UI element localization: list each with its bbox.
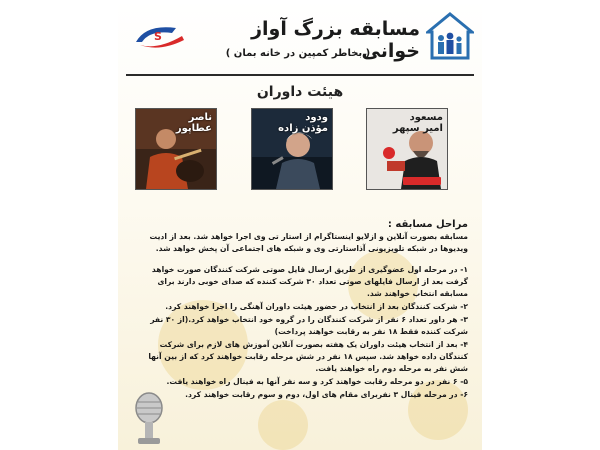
judge-name	[256, 112, 328, 134]
tv-channel-logo-icon	[132, 20, 188, 50]
judge-card-ataipour	[135, 108, 217, 190]
stages-list	[132, 264, 468, 401]
poster-header	[118, 0, 482, 78]
list-item: ۱- در مرحله اول عضوگیری از طریق ارسال فایل صوتی شرکت کنندگان صورت خواهد گرفت بعد از ارسال فایلهای صوتی تعداد ۳۰ شرکت کننده که صدای خوبی دارند برای مسابقه انتخاب خواهند شد.	[151, 265, 468, 298]
list-item: ۳- هر داور تعداد ۶ نفر از شرکت کنندگان را در گروه خود انتخاب خواهد کرد.(از ۳۰ نفر شرکت کننده فقط ۱۸ نفر به رقابت خواهند پرداخت)	[150, 315, 468, 336]
judge-name	[140, 112, 212, 134]
poster-title: مسابقه بزرگ آواز خوانی	[251, 18, 420, 62]
microphone-icon	[126, 392, 172, 450]
judge-last-name: امیر سپهر	[392, 123, 443, 134]
bokeh-light	[258, 400, 308, 450]
left-margin	[0, 0, 118, 450]
judge-name	[371, 112, 443, 134]
judge-last-name: عطاپور	[175, 123, 212, 134]
list-item: ۴- بعد از انتخاب هیئت داوران یک هفته بصورت آنلاین آموزش های لازم برای شرکت کنندگان داده خواهد شد. سپس ۱۸ نفر در شش مرحله رقابت خواهند کرد که از بین آنها شش نفر به مرحله دوم راه خواهند یافت.	[148, 340, 468, 373]
jury-heading: هیئت داوران	[256, 84, 344, 100]
channel-tag	[403, 177, 441, 185]
judge-card-moazzenzadeh	[251, 108, 333, 190]
judge-first-name: ناصر	[188, 112, 212, 123]
header-divider	[126, 74, 474, 76]
list-item: ۶- در مرحله فینال ۳ نفربرای مقام های اول، دوم و سوم رقابت خواهند کرد.	[185, 390, 468, 399]
judge-first-name: مسعود	[409, 112, 443, 123]
stages-heading: مراحل مسابقه :	[387, 219, 468, 230]
list-item: ۵- ۶ نفر در دو مرحله رقابت خواهند کرد و سه نفر آنها به فینال راه خواهند یافت.	[166, 377, 468, 386]
judge-first-name: ودود	[305, 112, 328, 123]
stay-home-family-icon	[426, 12, 474, 62]
stages-intro: مسابقه بصورت آنلاین و ازلایو اینستاگرام از استار تی وی اجرا خواهد شد. بعد از ادیت ویدیوها در شبکه تلویزیونی آذاستارتی وی و شبکه های اجتماعی آن پخش خواهد شد.	[149, 232, 468, 253]
list-item: ۲- شرکت کنندگان بعد از انتخاب در حضور هیئت داوران آهنگی را اجرا خواهند کرد.	[165, 302, 468, 311]
svg-text:S: S	[154, 30, 162, 43]
contest-poster	[118, 0, 482, 450]
judge-card-amirsepehr	[366, 108, 448, 190]
poster-subtitle: ( بخاطر کمپین در خانه بمان )	[225, 48, 371, 59]
contest-stages	[132, 218, 468, 402]
right-margin	[482, 0, 600, 450]
judge-last-name: مؤذن زاده	[278, 123, 328, 134]
